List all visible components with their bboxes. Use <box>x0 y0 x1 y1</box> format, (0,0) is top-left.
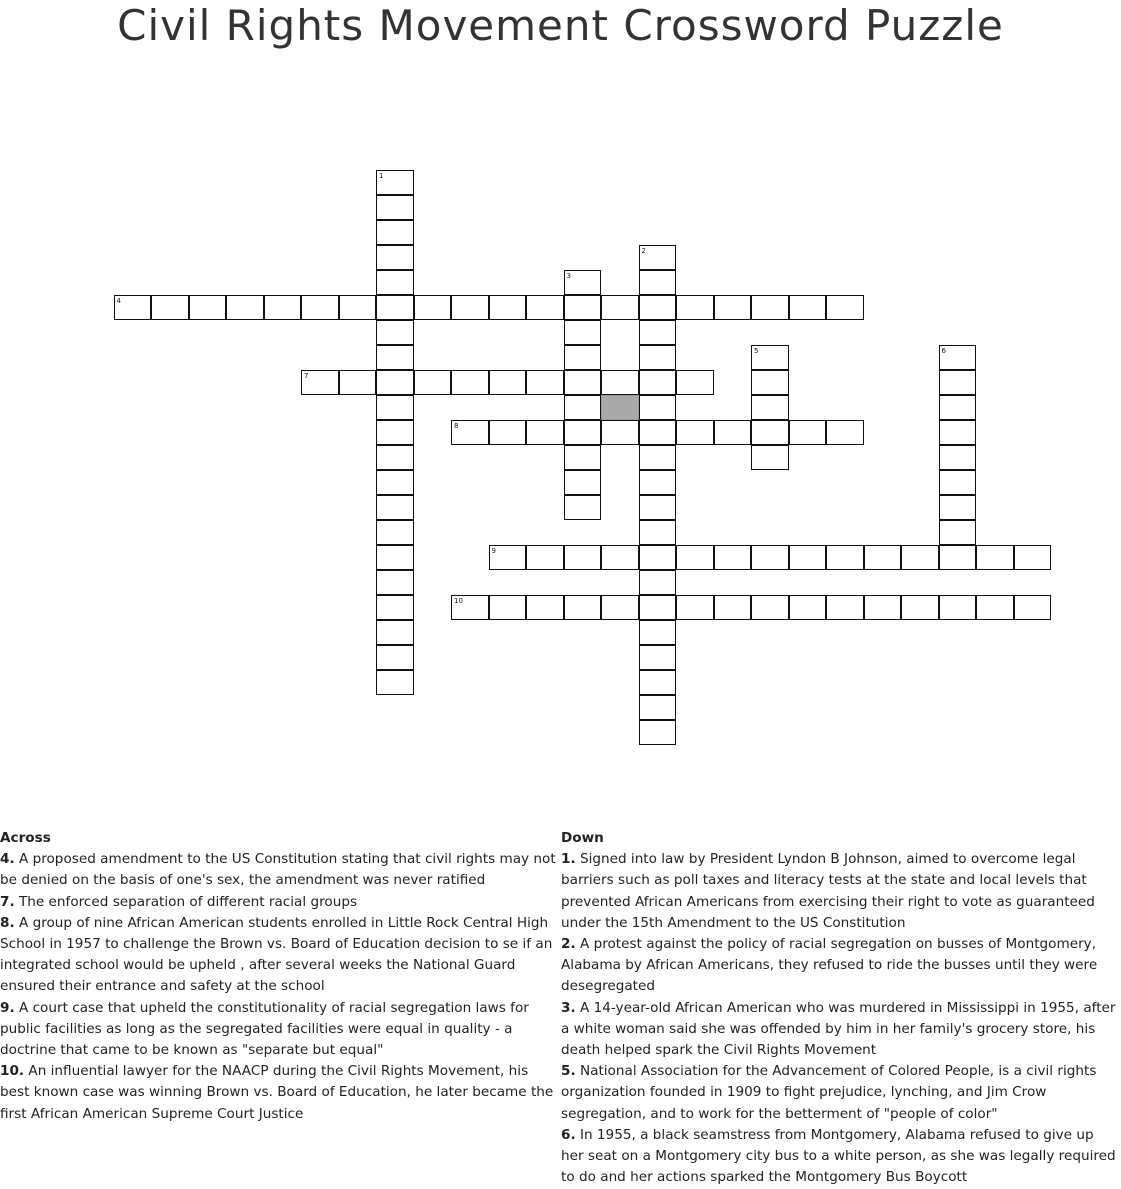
grid-cell[interactable] <box>526 545 564 570</box>
clue-number-label: 4 <box>116 297 121 305</box>
grid-cell[interactable] <box>564 270 602 295</box>
grid-cell[interactable] <box>339 295 377 320</box>
grid-cell[interactable] <box>751 395 789 420</box>
grid-cell[interactable] <box>489 420 527 445</box>
grid-cell[interactable] <box>451 295 489 320</box>
down-heading: Down <box>561 830 604 846</box>
page-title: Civil Rights Movement Crossword Puzzle <box>117 1 1004 50</box>
grid-cell[interactable] <box>601 370 639 395</box>
grid-cell[interactable] <box>939 370 977 395</box>
grid-cell[interactable] <box>564 495 602 520</box>
grid-cell[interactable] <box>639 595 677 620</box>
clue-text: An influential lawyer for the NAACP during the Civil Rights Movement, his best known case was winning Brown vs. Board of Education, he later became the first African American Supreme Court Justice <box>0 1063 554 1122</box>
grid-cell[interactable] <box>789 595 827 620</box>
clue-text: A proposed amendment to the US Constitution stating that civil rights may not be denied on the basis of one's sex, the amendment was never ratified <box>0 851 556 889</box>
grid-cell[interactable] <box>564 445 602 470</box>
across-clue-10 <box>0 1061 556 1125</box>
grid-cell[interactable] <box>601 595 639 620</box>
grid-cell[interactable] <box>939 445 977 470</box>
grid-cell[interactable] <box>376 520 414 545</box>
grid-cell[interactable] <box>601 545 639 570</box>
across-clue-7 <box>0 892 556 913</box>
grid-cell[interactable] <box>564 545 602 570</box>
clue-number-label: 2 <box>641 247 646 255</box>
grid-cell[interactable] <box>864 545 902 570</box>
grid-cell[interactable] <box>939 545 977 570</box>
grid-cell[interactable] <box>751 545 789 570</box>
grid-cell[interactable] <box>526 295 564 320</box>
across-heading: Across <box>0 830 51 846</box>
clue-text: National Association for the Advancement of Colored People, is a civil rights organization founded in 1909 to fight prejudice, lynching, and Jim Crow segregation, and to work for the betterment of "people of color" <box>561 1063 1097 1122</box>
grid-cell[interactable] <box>639 645 677 670</box>
grid-cell[interactable] <box>489 595 527 620</box>
grid-cell[interactable] <box>639 270 677 295</box>
grid-cell[interactable] <box>489 370 527 395</box>
grid-cell[interactable] <box>489 545 527 570</box>
clue-number: 7. <box>0 893 15 910</box>
grid-cell[interactable] <box>639 670 677 695</box>
grid-cell[interactable] <box>226 295 264 320</box>
grid-cell[interactable] <box>301 295 339 320</box>
grid-cell[interactable] <box>376 420 414 445</box>
clue-number-label: 9 <box>491 547 496 555</box>
grid-cell[interactable] <box>376 170 414 195</box>
grid-cell[interactable] <box>526 595 564 620</box>
grid-cell[interactable] <box>714 545 752 570</box>
grid-cell[interactable] <box>1014 545 1052 570</box>
clue-text: The enforced separation of different racial groups <box>18 893 358 910</box>
clue-number: 9. <box>0 999 15 1016</box>
grid-cell[interactable] <box>639 370 677 395</box>
grid-cell[interactable] <box>376 445 414 470</box>
clue-number: 2. <box>561 936 576 953</box>
down-clue-1 <box>561 849 1119 934</box>
grid-cell[interactable] <box>376 670 414 695</box>
grid-cell[interactable] <box>601 295 639 320</box>
grid-cell[interactable] <box>751 370 789 395</box>
clue-text: A court case that upheld the constitutionality of racial segregation laws for public facilities as long as the segregated facilities were equal in quality - a doctrine that came to be known as "separate but equal" <box>0 999 529 1059</box>
grid-cell[interactable] <box>376 270 414 295</box>
clue-text: A group of nine African American students enrolled in Little Rock Central High School in 1957 to challenge the Brown vs. Board of Education decision to se if an integrated school would be upheld , after several weeks the National Guard ensured their entrance and safety at the school <box>0 914 553 995</box>
clue-number-label: 6 <box>941 347 946 355</box>
across-clue-9 <box>0 998 556 1062</box>
grid-cell[interactable] <box>376 595 414 620</box>
grid-cell[interactable] <box>939 395 977 420</box>
grid-cell[interactable] <box>751 595 789 620</box>
grid-cell[interactable] <box>451 595 489 620</box>
grid-cell[interactable] <box>639 520 677 545</box>
grid-cell[interactable] <box>376 245 414 270</box>
grid-cell[interactable] <box>939 495 977 520</box>
grid-cell[interactable] <box>151 295 189 320</box>
grid-cell[interactable] <box>939 470 977 495</box>
grid-cell[interactable] <box>639 570 677 595</box>
grid-cell[interactable] <box>676 420 714 445</box>
grid-cell[interactable] <box>376 545 414 570</box>
clue-number: 3. <box>561 999 576 1016</box>
down-clue-2 <box>561 934 1119 998</box>
across-clue-4 <box>0 849 556 891</box>
clue-text: In 1955, a black seamstress from Montgomery, Alabama refused to give up her seat on a Montgomery city bus to a white person, as she was legally required to do and her actions sparked the Montgomery Bus Boycott <box>561 1126 1116 1186</box>
grid-cell[interactable] <box>676 595 714 620</box>
grid-cell[interactable] <box>826 295 864 320</box>
grid-cell[interactable] <box>564 345 602 370</box>
down-clues <box>561 828 1119 1188</box>
grid-cell[interactable] <box>601 420 639 445</box>
grid-cell[interactable] <box>639 470 677 495</box>
grid-cell[interactable] <box>639 695 677 720</box>
down-clue-5 <box>561 1061 1119 1125</box>
grid-cell[interactable] <box>939 595 977 620</box>
grid-cell[interactable] <box>564 295 602 320</box>
grid-cell[interactable] <box>1014 595 1052 620</box>
grid-cell[interactable] <box>376 295 414 320</box>
grid-cell[interactable] <box>376 195 414 220</box>
grid-cell[interactable] <box>376 495 414 520</box>
grid-cell[interactable] <box>639 295 677 320</box>
grid-cell[interactable] <box>676 545 714 570</box>
grid-cell[interactable] <box>714 420 752 445</box>
grid-cell[interactable] <box>639 345 677 370</box>
grid-cell[interactable] <box>376 645 414 670</box>
clue-number: 4. <box>0 851 15 868</box>
clue-number-label: 10 <box>454 597 463 605</box>
grid-cell[interactable] <box>939 345 977 370</box>
grid-cell[interactable] <box>414 370 452 395</box>
grid-cell[interactable] <box>751 345 789 370</box>
clue-number-label: 8 <box>454 422 459 430</box>
grid-cell[interactable] <box>564 320 602 345</box>
grid-cell[interactable] <box>564 595 602 620</box>
clue-text: A protest against the policy of racial segregation on busses of Montgomery, Alabama by African Americans, they refused to ride the busses until they were desegregated <box>561 936 1098 995</box>
grid-cell[interactable] <box>414 295 452 320</box>
clue-number: 8. <box>0 914 15 931</box>
grid-cell[interactable] <box>564 395 602 420</box>
grid-cell[interactable] <box>376 320 414 345</box>
grid-cell[interactable] <box>751 420 789 445</box>
grid-cell[interactable] <box>639 720 677 745</box>
down-clue-3 <box>561 998 1119 1062</box>
grid-cell[interactable] <box>639 420 677 445</box>
shaded-cell <box>601 395 639 420</box>
grid-cell[interactable] <box>114 295 152 320</box>
across-clue-8 <box>0 913 556 998</box>
grid-cell[interactable] <box>976 545 1014 570</box>
clue-number: 1. <box>561 851 576 868</box>
grid-cell[interactable] <box>376 220 414 245</box>
clue-number: 10. <box>0 1063 25 1080</box>
grid-cell[interactable] <box>864 595 902 620</box>
grid-cell[interactable] <box>376 620 414 645</box>
clue-number-label: 5 <box>754 347 759 355</box>
grid-cell[interactable] <box>939 520 977 545</box>
grid-cell[interactable] <box>301 370 339 395</box>
grid-cell[interactable] <box>751 295 789 320</box>
grid-cell[interactable] <box>639 545 677 570</box>
grid-cell[interactable] <box>751 445 789 470</box>
grid-cell[interactable] <box>901 595 939 620</box>
grid-cell[interactable] <box>339 370 377 395</box>
clue-text: Signed into law by President Lyndon B Johnson, aimed to overcome legal barriers such as poll taxes and literacy tests at the state and local levels that prevented African Americans from exercising their right to vote as guaranteed under the 15th Amendment to the US Constitution <box>561 851 1095 931</box>
grid-cell[interactable] <box>939 420 977 445</box>
grid-cell[interactable] <box>676 295 714 320</box>
grid-cell[interactable] <box>451 420 489 445</box>
grid-cell[interactable] <box>526 420 564 445</box>
grid-cell[interactable] <box>189 295 227 320</box>
grid-cell[interactable] <box>639 495 677 520</box>
grid-cell[interactable] <box>976 595 1014 620</box>
grid-cell[interactable] <box>376 470 414 495</box>
grid-cell[interactable] <box>789 545 827 570</box>
grid-cell[interactable] <box>901 545 939 570</box>
grid-cell[interactable] <box>639 320 677 345</box>
grid-cell[interactable] <box>826 595 864 620</box>
grid-cell[interactable] <box>376 345 414 370</box>
grid-cell[interactable] <box>714 295 752 320</box>
clue-text: A 14-year-old African American who was murdered in Mississippi in 1955, after a white woman said she was offended by him in her family's grocery store, his death helped spark the Civil Rights Movement <box>561 999 1116 1059</box>
grid-cell[interactable] <box>826 545 864 570</box>
grid-cell[interactable] <box>564 370 602 395</box>
grid-cell[interactable] <box>264 295 302 320</box>
grid-cell[interactable] <box>639 445 677 470</box>
grid-cell[interactable] <box>639 245 677 270</box>
grid-cell[interactable] <box>714 595 752 620</box>
clue-number-label: 7 <box>304 372 309 380</box>
clue-number: 6. <box>561 1126 576 1143</box>
grid-cell[interactable] <box>376 395 414 420</box>
grid-cell[interactable] <box>489 295 527 320</box>
clue-number-label: 1 <box>379 172 384 180</box>
grid-cell[interactable] <box>639 395 677 420</box>
grid-cell[interactable] <box>564 420 602 445</box>
grid-cell[interactable] <box>564 470 602 495</box>
grid-cell[interactable] <box>639 620 677 645</box>
grid-cell[interactable] <box>451 370 489 395</box>
grid-cell[interactable] <box>789 420 827 445</box>
grid-cell[interactable] <box>789 295 827 320</box>
grid-cell[interactable] <box>526 370 564 395</box>
grid-cell[interactable] <box>376 370 414 395</box>
grid-cell[interactable] <box>826 420 864 445</box>
down-clue-6 <box>561 1125 1119 1189</box>
clue-number: 5. <box>561 1063 576 1080</box>
grid-cell[interactable] <box>376 570 414 595</box>
grid-cell[interactable] <box>676 370 714 395</box>
across-clues <box>0 828 556 1125</box>
clue-number-label: 3 <box>566 272 571 280</box>
